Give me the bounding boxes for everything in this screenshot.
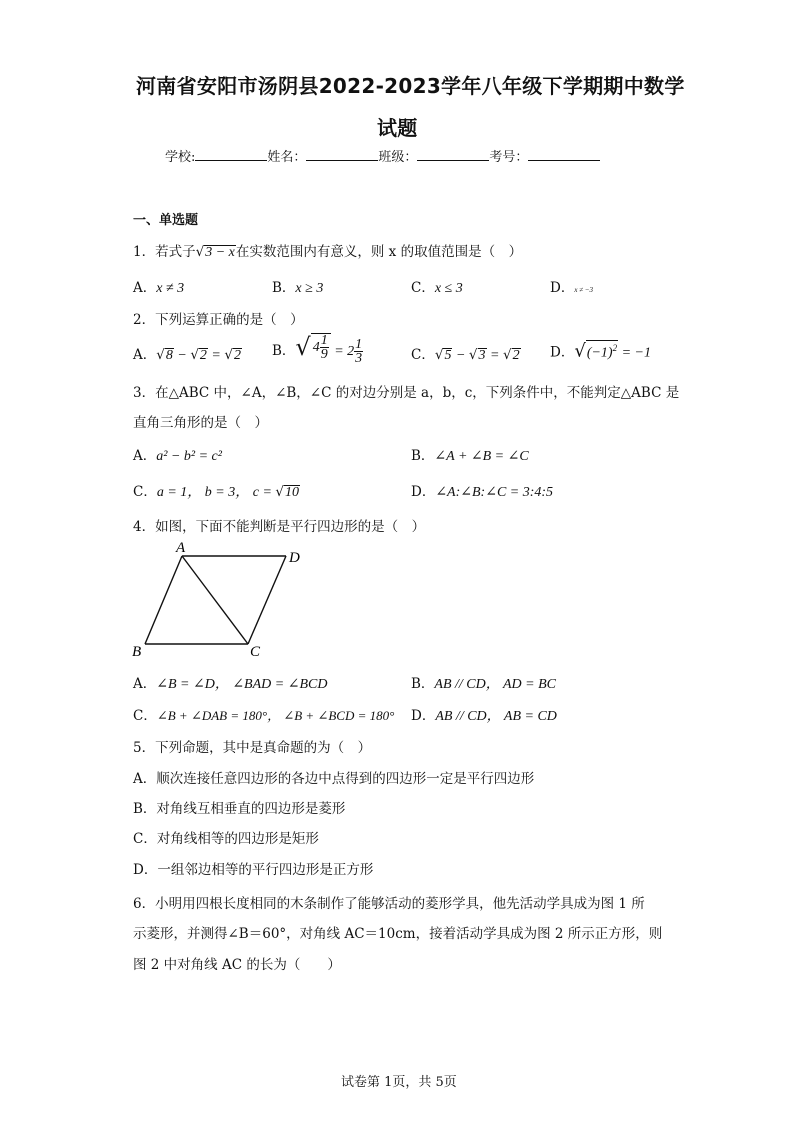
q3-option-c: C．a = 1， b = 3， c = √10	[133, 484, 300, 500]
q1-prefix: 1．若式子	[133, 244, 196, 260]
question-2-stem: 2．下列运算正确的是（ ）	[133, 312, 304, 328]
q2-option-d: D．$√(-1)^2 = -1$	[550, 340, 651, 362]
q2-option-c: C．√5 − √3 = √2	[411, 347, 520, 363]
student-info-line	[165, 146, 600, 165]
parallelogram-figure	[128, 538, 308, 663]
sqrt-sign: √	[195, 244, 205, 260]
exam-no-label: 考号：	[489, 150, 529, 165]
exam-no-blank	[528, 148, 600, 161]
class-blank	[417, 148, 489, 161]
name-blank	[306, 148, 378, 161]
question-3-stem-line1: 3．在△ABC 中，∠A，∠B，∠C 的对边分别是 a，b，c，下列条件中，不能判定△ABC 是	[133, 385, 680, 401]
vertex-d-label: D	[289, 550, 300, 566]
question-5-stem: 5．下列命题，其中是真命题的为（ ）	[133, 740, 372, 756]
class-label: 班级：	[378, 150, 418, 165]
q1-option-c: C．x ≤ 3	[411, 280, 463, 296]
name-label: 姓名：	[267, 150, 307, 165]
q5-option-c: C．对角线相等的四边形是矩形	[133, 831, 319, 847]
section-heading: 一、单选题	[133, 213, 199, 228]
q3-option-b: B．∠A + ∠B = ∠C	[411, 448, 529, 464]
q2-option-b: B． √ 4 $\frac{1}{9}$ = 2 $\frac{1}{3}$	[272, 333, 363, 366]
page-title-line1: 河南省安阳市汤阴县2022-2023学年八年级下学期期中数学	[136, 74, 685, 98]
q3-option-a: A．a² − b² = c²	[133, 448, 222, 464]
q1-option-a: A．x ≠ 3	[133, 280, 185, 296]
q1-option-b: B．x ≥ 3	[272, 280, 324, 296]
vertex-b-label: B	[132, 644, 142, 660]
q1-suffix: 在实数范围内有意义，则 x 的取值范围是（ ）	[235, 244, 523, 260]
q4-option-b: B．AB // CD， AD = BC	[411, 676, 556, 692]
vertex-a-label: A	[176, 540, 186, 556]
question-6-line1: 6．小明用四根长度相同的木条制作了能够活动的菱形学具，他先活动学具成为图 1 所	[133, 896, 645, 912]
school-blank	[195, 148, 267, 161]
question-1-stem	[133, 240, 522, 260]
page-footer: 试卷第 1页，共 5页	[341, 1075, 457, 1090]
school-label: 学校:	[165, 150, 196, 165]
q4-option-c: C．∠B + ∠DAB = 180°， ∠B + ∠BCD = 180°	[133, 708, 395, 724]
q5-option-a: A．顺次连接任意四边形的各边中点得到的四边形一定是平行四边形	[133, 771, 535, 787]
vertex-c-label: C	[250, 644, 261, 660]
q2-option-a: A．√8 − √2 = √2	[133, 347, 241, 363]
question-6-line2: 示菱形，并测得∠B＝60°，对角线 AC＝10cm，接着活动学具成为图 2 所示正方形，则	[133, 926, 663, 942]
q4-option-a: A．∠B = ∠D， ∠BAD = ∠BCD	[133, 676, 328, 692]
question-6-line3: 图 2 中对角线 AC 的长为（ ）	[133, 957, 341, 973]
q4-option-d: D．AB // CD， AB = CD	[411, 708, 557, 724]
q1-option-d: D．x ≠ −3	[550, 280, 594, 296]
question-4-stem: 4．如图，下面不能判断是平行四边形的是（ ）	[133, 519, 426, 535]
segment-dc	[248, 556, 286, 644]
q5-option-b: B．对角线互相垂直的四边形是菱形	[133, 801, 346, 817]
question-3-stem-line2: 直角三角形的是（ ）	[133, 415, 268, 431]
page-title-line2: 试题	[377, 116, 418, 140]
q3-option-d: D．∠A:∠B:∠C = 3:4:5	[411, 484, 554, 500]
q1-radicand: 3 − x	[205, 245, 235, 260]
q5-option-d: D．一组邻边相等的平行四边形是正方形	[133, 862, 374, 878]
diagonal-ac	[182, 556, 248, 644]
segment-ba	[145, 556, 182, 644]
